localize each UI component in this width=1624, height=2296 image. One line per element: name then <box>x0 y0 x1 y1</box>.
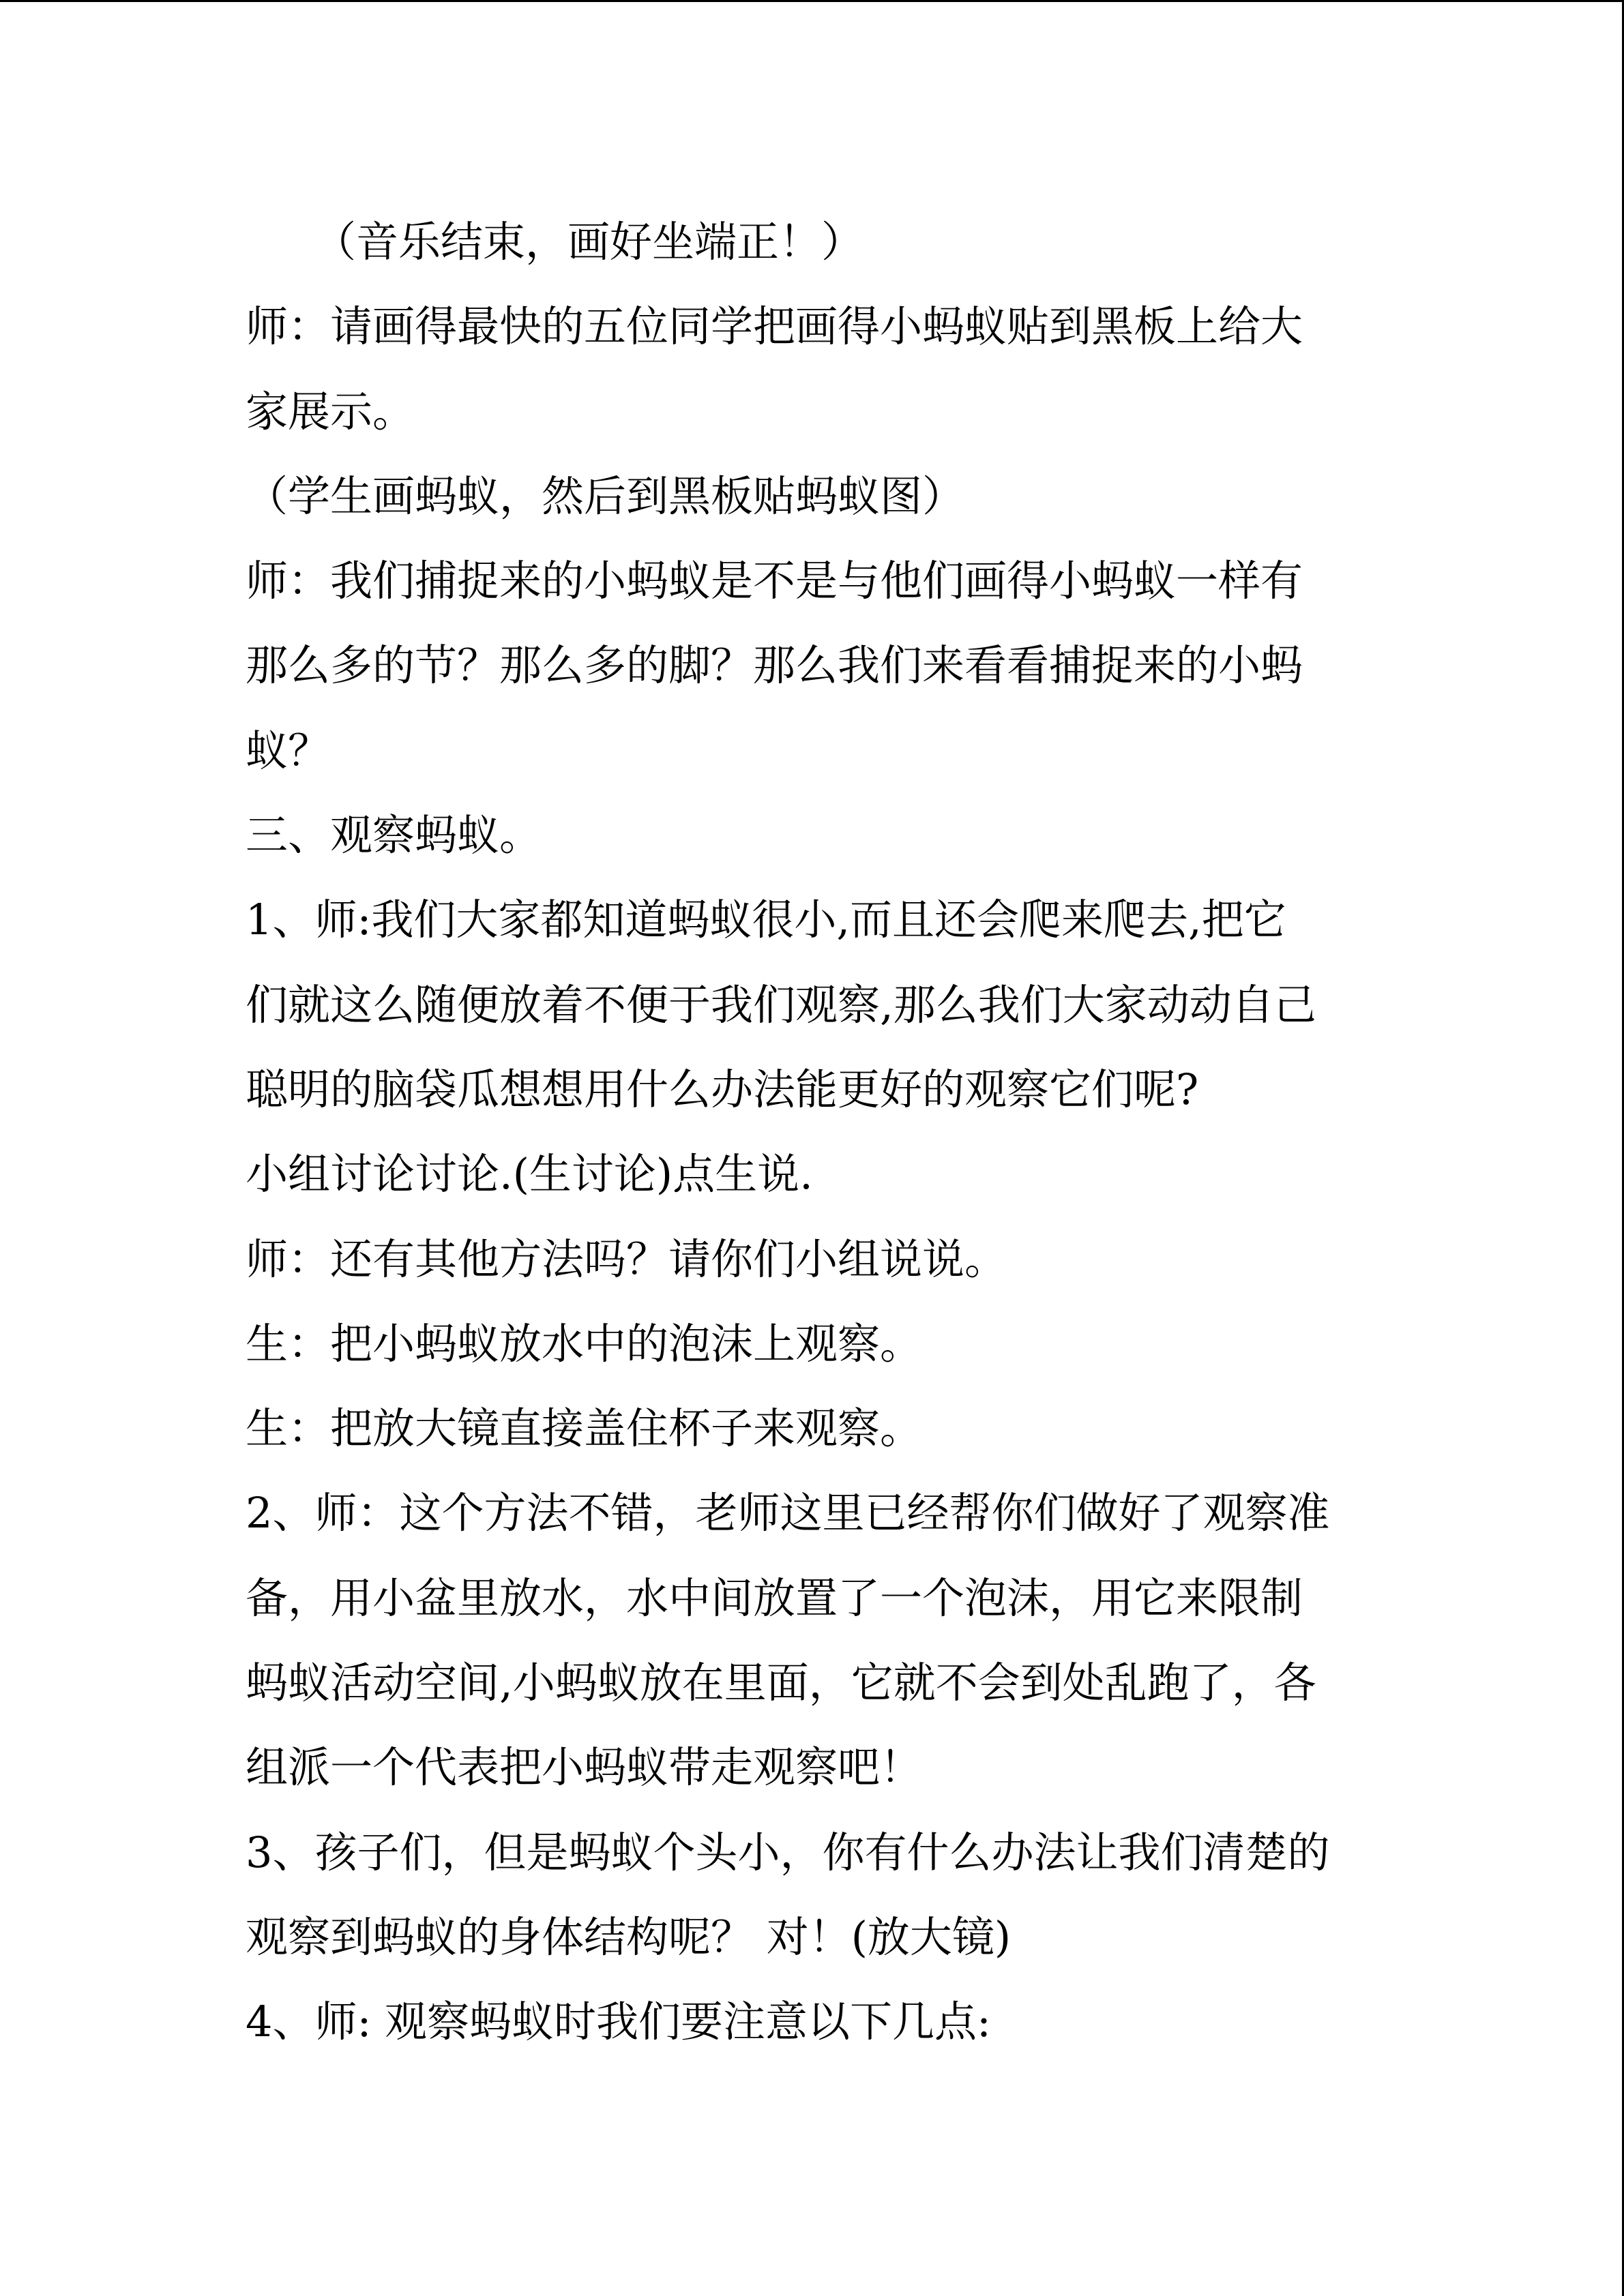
text-line: 4、师: 观察蚂蚁时我们要注意以下几点: <box>246 1997 991 2047</box>
text-line: 那么多的节？那么多的脚？那么我们来看看捕捉来的小蚂 <box>246 640 1303 691</box>
text-line: 师：我们捕捉来的小蚂蚁是不是与他们画得小蚂蚁一样有 <box>246 556 1303 606</box>
text-line: 师：还有其他方法吗？请你们小组说说。 <box>246 1234 1007 1284</box>
text-line: 家展示。 <box>246 386 415 436</box>
text-line: 们就这么随便放着不便于我们观察,那么我们大家动动自己 <box>246 979 1316 1030</box>
text-line: 蚂蚁活动空间,小蚂蚁放在里面，它就不会到处乱跑了，各 <box>246 1658 1316 1708</box>
section-heading: 三、观察蚂蚁。 <box>246 810 542 861</box>
text-line: 聪明的脑袋瓜想想用什么办法能更好的观察它们呢? <box>246 1064 1199 1114</box>
text-line: 小组讨论讨论.(生讨论)点生说. <box>246 1149 813 1199</box>
document-body <box>246 200 1378 2065</box>
text-line: （学生画蚂蚁，然后到黑板贴蚂蚁图） <box>246 471 965 521</box>
text-line: 组派一个代表把小蚂蚁带走观察吧！ <box>246 1742 923 1793</box>
text-line: 2、师：这个方法不错，老师这里已经帮你们做好了观察准 <box>246 1488 1330 1538</box>
text-line: 生：把放大镜直接盖住杯子来观察。 <box>246 1403 923 1454</box>
text-line: 师：请画得最快的五位同学把画得小蚂蚁贴到黑板上给大 <box>246 301 1303 352</box>
text-line: 备，用小盆里放水，水中间放置了一个泡沫，用它来限制 <box>246 1572 1303 1623</box>
text-line: （音乐结束，画好坐端正！） <box>314 217 864 267</box>
text-line: 生：把小蚂蚁放水中的泡沫上观察。 <box>246 1318 923 1369</box>
text-line: 3、孩子们，但是蚂蚁个头小，你有什么办法让我们清楚的 <box>246 1827 1330 1877</box>
text-line: 1、师:我们大家都知道蚂蚁很小,而且还会爬来爬去,把它 <box>246 895 1286 945</box>
text-line: 观察到蚂蚁的身体结构呢？ 对！(放大镜) <box>246 1911 1012 1962</box>
text-line: 蚁？ <box>246 725 331 775</box>
